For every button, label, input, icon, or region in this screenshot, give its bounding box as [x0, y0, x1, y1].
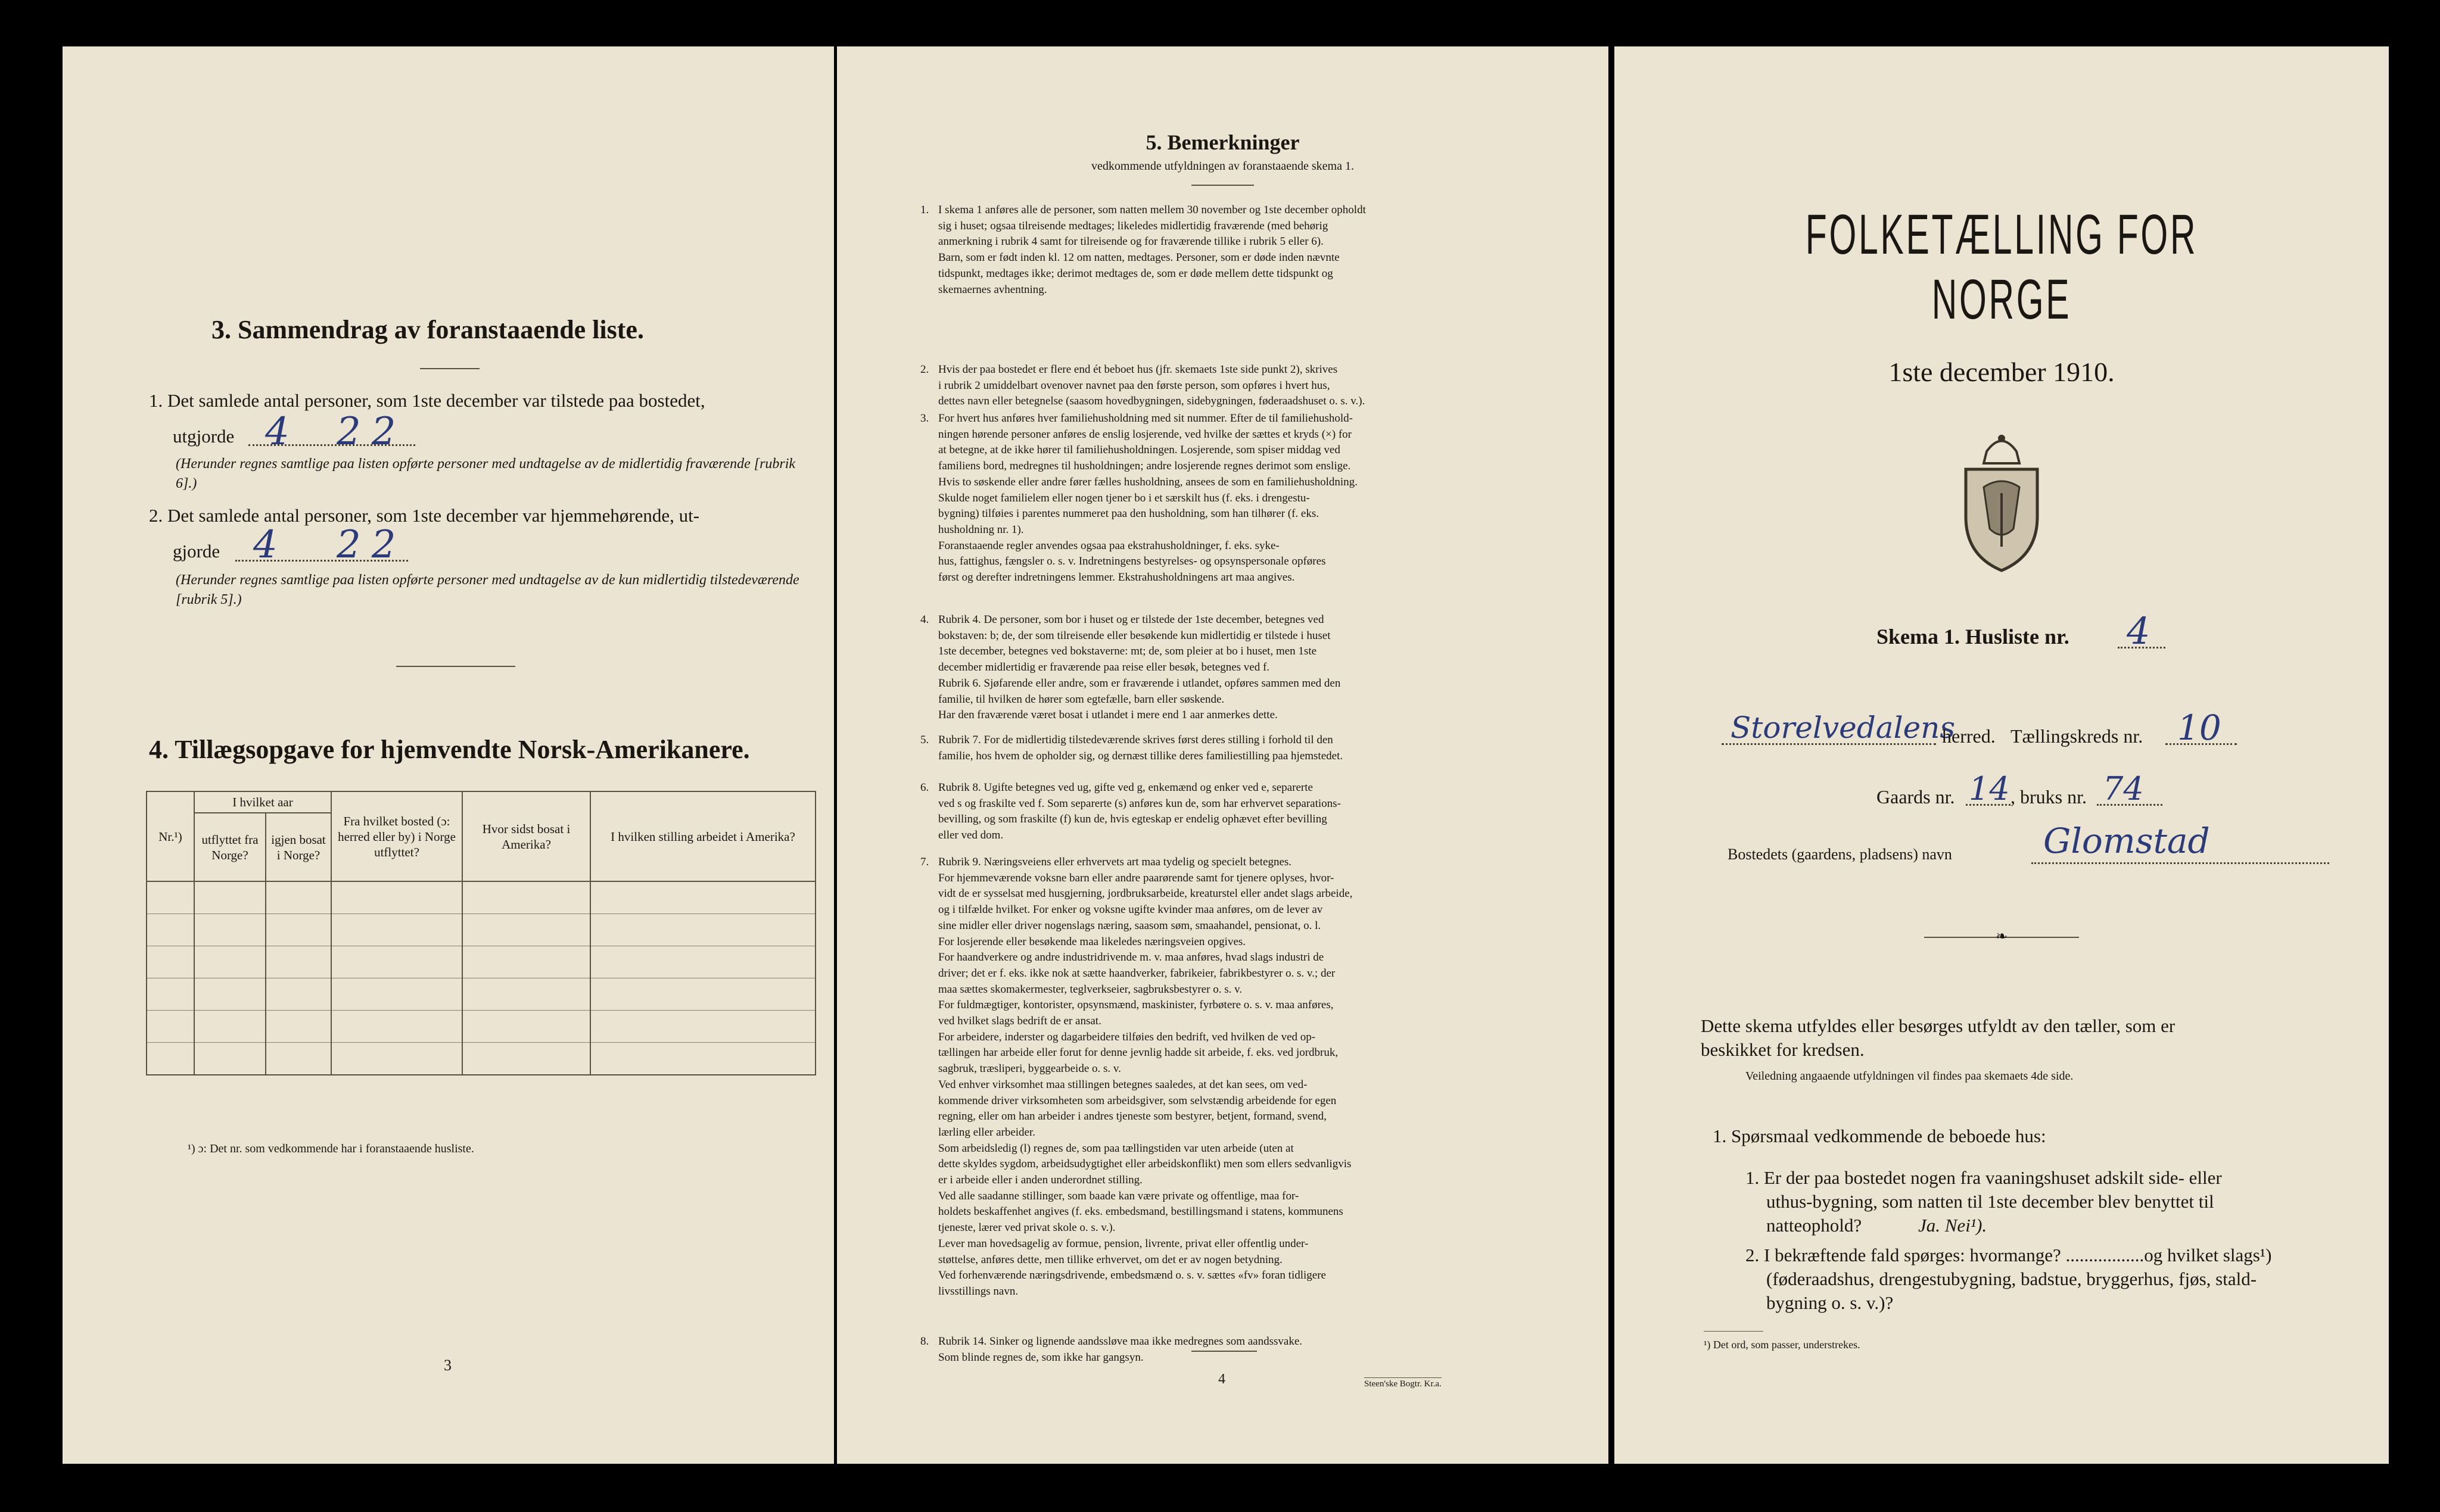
remark-line: bevilling, og som fraskilte (f) kun de, hvis egteskap er endelig ophævet efter bevilling	[938, 813, 1327, 826]
remarks-subtitle: vedkommende utfyldningen av foranstaaende skema 1.	[1091, 160, 1354, 173]
section3-title: 3. Sammendrag av foranstaaende liste.	[211, 315, 644, 344]
herred-label: herred.	[1942, 725, 1996, 747]
remark-line: holdets beskaffenhet angives (f. eks. embedsmand, bestillingsmand i statens, kommunens	[938, 1205, 1343, 1218]
remark-line: ningen hørende personer anføres de enslig losjerende, ved hvilke der sættes et kryds (×) for	[938, 428, 1352, 441]
remark-line: dettes navn eller betegnelse (saasom hovedbygningen, sidebygningen, føderaadshuset o. s. v.).	[938, 395, 1365, 408]
remark-line: Ved forhenværende næringsdrivende, embedsmænd o. s. v. sættes «fv» foran tidligere	[938, 1269, 1326, 1282]
remark-line: hus, fattighus, fængsler o. s. v. Indretningens bestyrelses- og opsynspersonale opføres	[938, 555, 1326, 568]
remark-line: familiens bord, medregnes til husholdningen; andre losjerende regnes derimot som enslige.	[938, 460, 1351, 473]
remark-line: For losjerende eller besøkende maa likeledes næringsveien opgives.	[938, 935, 1246, 948]
remark-line: 1ste december, betegnes ved bokstaverne: mt; de, som pleier at bo i huset, men 1ste	[938, 645, 1317, 658]
remark-line: Skulde noget familielem eller nogen tjener bo i et særskilt hus (f. eks. i drengestu-	[938, 491, 1310, 504]
remark-text: Rubrik 14. Sinker og lignende aandssløve maa ikke medregnes som aandssvake.	[938, 1335, 1303, 1348]
page-left	[63, 46, 834, 1464]
item1-value-a: 4	[265, 410, 290, 454]
remark-line: regning, eller om han arbeider i andres tjeneste som bestyrer, betjent, formand, svend,	[938, 1110, 1327, 1123]
remark-line: støttelse, anføres dette, men tillike erhvervet, om det er av nogen betydning.	[938, 1253, 1283, 1266]
item2-value-b: 22	[337, 523, 407, 567]
col-nr: Nr.¹)	[147, 791, 194, 881]
remark-line: Foranstaaende regler anvendes ogsaa paa ekstrahusholdninger, f. eks. syke-	[938, 539, 1280, 552]
item2-text: 2. Det samlede antal personer, som 1ste december var hjemmehørende, ut-	[149, 505, 700, 526]
intro-note: Veiledning angaaende utfyldningen vil findes paa skemaets 4de side.	[1745, 1070, 2074, 1083]
remark-text: Rubrik 7. For de midlertidig tilstedeværende skrives først deres stilling i forhold til den	[938, 734, 1333, 746]
q1-line2: uthus-bygning, som natten til 1ste december blev benyttet til	[1766, 1191, 2214, 1212]
remark-text: Hvis der paa bostedet er flere end ét beboet hus (jfr. skemaets 1ste side punkt 2), skrives	[938, 363, 1338, 376]
remark-number: 4.	[920, 613, 929, 626]
remark-line: For arbeidere, inderster og dagarbeidere tilføies den bedrift, ved hvilken de ved op-	[938, 1030, 1316, 1043]
remark-text: I skema 1 anføres alle de personer, som natten mellem 30 november og 1ste december opholdt	[938, 204, 1366, 216]
gaards-value: 14	[1969, 770, 2010, 808]
remark-line: For haandverkere og andre industridrivende m. v. maa anføres, hvad slags industri de	[938, 951, 1324, 964]
remark-number: 1.	[920, 204, 929, 216]
table-footnote: ¹) ɔ: Det nr. som vedkommende har i foranstaaende husliste.	[188, 1142, 474, 1155]
section4-title: 4. Tillægsopgave for hjemvendte Norsk-Amerikanere.	[149, 735, 750, 764]
remark-line	[920, 362, 1564, 378]
page-right	[1614, 46, 2389, 1464]
remark-line	[920, 202, 1564, 219]
remark-text: Rubrik 8. Ugifte betegnes ved ug, gifte ved g, enkemænd og enker ved e, separerte	[938, 781, 1313, 794]
intro-text: Dette skema utfyldes eller besørges utfyldt av den tæller, som er	[1701, 1015, 2176, 1036]
kreds-value: 10	[2177, 707, 2221, 748]
remark-line	[920, 411, 1564, 427]
remark-line: Ved alle saadanne stillinger, som baade kan være private og offentlige, maa for-	[938, 1189, 1299, 1202]
remark-line: sagbruk, træsliperi, byggearbeide o. s. v.	[938, 1062, 1121, 1075]
remark-number: 2.	[920, 363, 929, 376]
remark-line: er i arbeide eller i anden underordnet stilling.	[938, 1174, 1143, 1186]
q2-line1: 2. I bekræftende fald spørges: hvormange? .................og hvilket slags¹)	[1745, 1245, 2272, 1265]
herred-value: Storelvedalens	[1731, 710, 1956, 745]
husliste-nr-value: 4	[2127, 609, 2150, 653]
col-hvor: Hvor sidst bosat i Amerika?	[462, 791, 590, 881]
remark-line	[920, 1334, 1564, 1350]
remark-line: lærling eller arbeider.	[938, 1126, 1036, 1139]
col-fra: Fra hvilket bosted (ɔ: herred eller by) i Norge utflyttet?	[331, 791, 462, 881]
col-group-aar: I hvilket aar	[194, 791, 331, 813]
bosted-label: Bostedets (gaardens, pladsens) navn	[1728, 846, 1952, 863]
q1-line3: natteophold?	[1766, 1215, 1862, 1236]
col-igjen: igjen bosat i Norge?	[266, 813, 331, 881]
bosted-dotline	[2031, 862, 2329, 864]
remark-line: familie, til hvilken de hører som egtefælle, barn eller søskende.	[938, 693, 1225, 706]
remark-line: at betegne, at de ikke hører til familiehusholdningen. Losjerende, som spiser middag ved	[938, 444, 1340, 457]
remark-text: For hvert hus anføres hver familiehusholdning med sit nummer. Efter de til familiehushold-	[938, 412, 1353, 425]
remark-line: eller ved dom.	[938, 829, 1004, 842]
remark-line: og i tilfælde hvilket. For enker og voksne ugifte kvinder maa anføres, om de lever av	[938, 903, 1323, 916]
remarks-title: 5. Bemerkninger	[1146, 130, 1300, 154]
remark-number: 3.	[920, 412, 929, 425]
kreds-label: Tællingskreds nr.	[2010, 725, 2143, 747]
remark-line: i rubrik 2 umiddelbart ovenover navnet paa den første person, som opføres i hvert hus,	[938, 379, 1330, 392]
remark-line: Lever man hovedsagelig av formue, pension, livrente, privat eller offentlig under-	[938, 1237, 1309, 1250]
page-number: 3	[444, 1357, 452, 1374]
divider	[396, 666, 515, 667]
remark-line: anmerkning i rubrik 4 samt for tilreisende og for fraværende tillike i rubrik 5 eller 6).	[938, 235, 1324, 248]
bruks-label: , bruks nr.	[2010, 786, 2087, 808]
bosted-value: Glomstad	[2043, 821, 2210, 861]
remark-line: vidt de er sysselsat med husgjerning, jordbruksarbeide, kreaturstel eller andet slags arbeide,	[938, 887, 1353, 900]
remark-text: Rubrik 9. Næringsveiens eller erhvervets art maa tydelig og specielt betegnes.	[938, 856, 1292, 868]
remark-line	[920, 612, 1564, 628]
remark-line: ved s og fraskilte ved f. Som separerte (s) anføres kun de, som har erhvervet separations-	[938, 797, 1341, 810]
item1-text: 1. Det samlede antal personer, som 1ste december var tilstede paa bostedet,	[149, 390, 705, 411]
divider	[1191, 1351, 1257, 1352]
remark-line: bygning) tilføies i parentes nummeret paa den husholdning, som han tilhører (f. eks.	[938, 507, 1319, 520]
norsk-amerikanere-table	[146, 791, 816, 1075]
remark-line	[920, 732, 1564, 749]
remark-line: sig i huset; ogsaa tilreisende medtages; likeledes midlertidig fraværende (med behørig	[938, 219, 1328, 232]
remark-line: livsstillings navn.	[938, 1285, 1019, 1298]
remark-line: december midlertidig er fraværende paa reise eller besøk, betegnes ved f.	[938, 661, 1270, 674]
census-title: FOLKETÆLLING FOR NORGE	[1805, 203, 2198, 331]
divider	[1191, 185, 1254, 186]
col-utflyttet: utflyttet fra Norge?	[194, 813, 266, 881]
remark-line: dette skyldes sygdom, arbeidsudygtighet eller arbeidskonflikt) men som ellers sedvanligvis	[938, 1158, 1352, 1171]
remark-line: familie, hos hvem de opholder sig, og dernæst tillike deres familiestilling paa hjemstedet.	[938, 749, 1343, 762]
item1-note: (Herunder regnes samtlige paa listen opførte personer med undtagelse av de midlertidig fraværende [rubrik 6].)	[176, 456, 796, 491]
remark-line: For fuldmægtiger, kontorister, opsynsmænd, maskinister, fyrbøtere o. s. v. maa anføres,	[938, 999, 1334, 1012]
item1-label: utgjorde	[173, 426, 235, 447]
remark-line: Som arbeidsledig (l) regnes de, som paa tællingstiden var uten arbeide (uten at	[938, 1142, 1294, 1155]
printer-mark: Steen'ske Bogtr. Kr.a.	[1364, 1377, 1442, 1389]
item1-value-b: 22	[337, 410, 407, 454]
remark-line: Som blinde regnes de, som ikke har gangsyn.	[938, 1351, 1144, 1364]
remark-line: kommende driver virksomheten som arbeidsgiver, som selvstændig arbeidende for egen	[938, 1094, 1337, 1107]
item2-label: gjorde	[173, 541, 220, 562]
divider	[1704, 1331, 1763, 1332]
remark-line: Barn, som er født inden kl. 12 om natten, medtages. Personer, som er døde inden nævnte	[938, 251, 1340, 264]
gaards-label: Gaards nr.	[1876, 786, 1955, 808]
q2-line2: (føderaadshus, drengestubygning, badstue, bryggerhus, fjøs, stald-	[1766, 1268, 2257, 1289]
divider	[420, 368, 480, 369]
q2-line3: bygning o. s. v.)?	[1766, 1292, 1894, 1313]
remark-line: tidspunkt, medtages ikke; derimot medtages de, som er døde mellem dette tidspunkt og	[938, 267, 1333, 280]
item2-value-a: 4	[253, 523, 278, 567]
remark-line: Rubrik 6. Sjøfarende eller andre, som er fraværende i utlandet, opføres sammen med den	[938, 676, 1341, 690]
remark-number: 6.	[920, 781, 929, 794]
page-number: 4	[1218, 1371, 1225, 1387]
item2-note: (Herunder regnes samtlige paa listen opførte personer med undtagelse av de kun midlertidig tilstedeværende [rubrik 5].)	[176, 572, 799, 607]
remark-line	[920, 780, 1564, 796]
remark-line	[920, 855, 1564, 871]
page-middle	[837, 46, 1608, 1464]
remark-line: tjeneste, lærer ved privat skole o. s. v.).	[938, 1221, 1116, 1234]
remark-line: tællingen har arbeide eller forut for denne jevnlig hadde sit arbeide, f. eks. ved jordbruk,	[938, 1046, 1339, 1059]
remark-line: husholdning nr. 1).	[938, 523, 1024, 536]
remark-line: driver; det er f. eks. ikke nok at sætte haandverker, fabrikeier, fabrikbestyrer o. s. v.; der	[938, 967, 1336, 980]
footnote: ¹) Det ord, som passer, understrekes.	[1704, 1339, 1860, 1351]
remark-line: skemaernes avhentning.	[938, 283, 1047, 296]
questions-title: 1. Spørsmaal vedkommende de beboede hus:	[1713, 1126, 2046, 1146]
remark-line: sine midler eller driver nogenslags næring, saasom søm, smaahandel, pensionat, o. l.	[938, 919, 1321, 932]
remark-number: 5.	[920, 734, 929, 746]
remark-line: Ved enhver virksomhet maa stillingen betegnes saaledes, at det kan sees, om ved-	[938, 1078, 1308, 1091]
table-row	[147, 1011, 816, 1043]
remark-line: Har den fraværende været bosat i utlandet i mere end 1 aar anmerkes dette.	[938, 709, 1278, 722]
remark-line: ved hvilket slags bedrift de er ansat.	[938, 1015, 1101, 1027]
table-row	[147, 881, 816, 914]
remark-line: For hjemmeværende voksne barn eller andre paarørende samt for tjenere oplyses, hvor-	[938, 871, 1334, 884]
remark-line: bokstaven: b; de, der som tilreisende eller besøkende kun midlertidig er tilstede i huset	[938, 629, 1331, 642]
schema-label: Skema 1. Husliste nr.	[1876, 625, 2069, 649]
remark-line: Hvis to søskende eller andre fører fælles husholdning, ansees de som en familiehusholdning.	[938, 475, 1358, 488]
remark-line: først og derefter indretningens lemmer. Ekstrahusholdningens art maa angives.	[938, 571, 1295, 584]
coat-of-arms-icon	[1954, 428, 2049, 576]
q1-answer: Ja. Nei¹).	[1918, 1215, 1987, 1236]
ornament-icon: ❧	[1996, 929, 2008, 944]
remark-number: 8.	[920, 1335, 929, 1348]
table-row	[147, 1043, 816, 1075]
table-row	[147, 946, 816, 978]
intro-text-2: beskikket for kredsen.	[1701, 1039, 1865, 1060]
remark-text: Rubrik 4. De personer, som bor i huset og er tilstede der 1ste december, betegnes ved	[938, 613, 1324, 626]
remark-line: maa sættes skomakermester, teglverkseier, sagbruksbestyrer o. s. v.	[938, 983, 1243, 996]
census-date: 1ste december 1910.	[1888, 357, 2115, 387]
table-row	[147, 914, 816, 946]
table-row	[147, 978, 816, 1011]
remark-number: 7.	[920, 856, 929, 868]
col-stilling: I hvilken stilling arbeidet i Amerika?	[590, 791, 816, 881]
bruks-value: 74	[2103, 770, 2144, 808]
q1-line1: 1. Er der paa bostedet nogen fra vaaningshuset adskilt side- eller	[1745, 1167, 2222, 1188]
